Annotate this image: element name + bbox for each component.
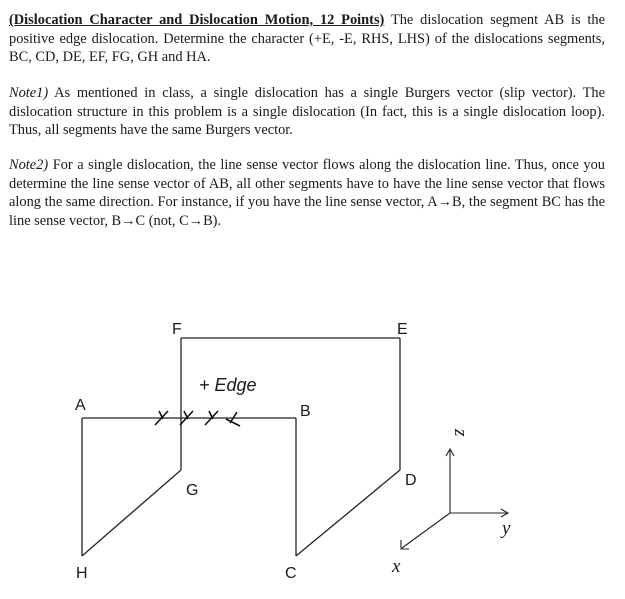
problem-title: (Dislocation Character and Dislocation Motion, 12 Points) (9, 12, 385, 28)
label-b: B (300, 403, 311, 420)
label-c: C (285, 565, 297, 582)
segment-gh (82, 470, 181, 556)
label-e: E (397, 321, 408, 338)
segment-cd (296, 470, 400, 556)
axis-label-y: y (502, 518, 511, 539)
label-h: H (76, 565, 88, 582)
label-f: F (172, 321, 182, 338)
label-a: A (75, 397, 86, 414)
x-axis-line (402, 513, 450, 548)
problem-statement: The dislocation segment AB is the positive edge dislocation. Determine the character (+E, -E, RHS, LHS) of the dislocations segments, BC, CD, DE, EF, FG, GH and HA. (9, 12, 606, 65)
edge-label: + Edge (199, 375, 257, 395)
note2-text: For a single dislocation, the line sense vector flows along the dislocation line. Thus, once you determine the line sense vector of AB, all other segments have to have the line sense vector that flows along the same direction. For instance, if you have the line sense vector, A→B, the segment BC has the line sense vector, B→C (not, C→B). (9, 157, 605, 229)
label-d: D (405, 472, 417, 489)
note1-text: As mentioned in class, a single dislocation has a single Burgers vector (slip vector). The dislocation structure in this problem is a single dislocation (In fact, this is a single dislocation loop). Thus, all segments have the same Burgers vector. (9, 85, 605, 138)
note1-label: Note1) (9, 85, 49, 101)
coordinate-axes (401, 449, 508, 549)
axis-label-x: x (392, 556, 401, 577)
axis-label-z: z (450, 429, 471, 437)
label-g: G (186, 482, 199, 499)
note2-label: Note2) (9, 157, 49, 173)
